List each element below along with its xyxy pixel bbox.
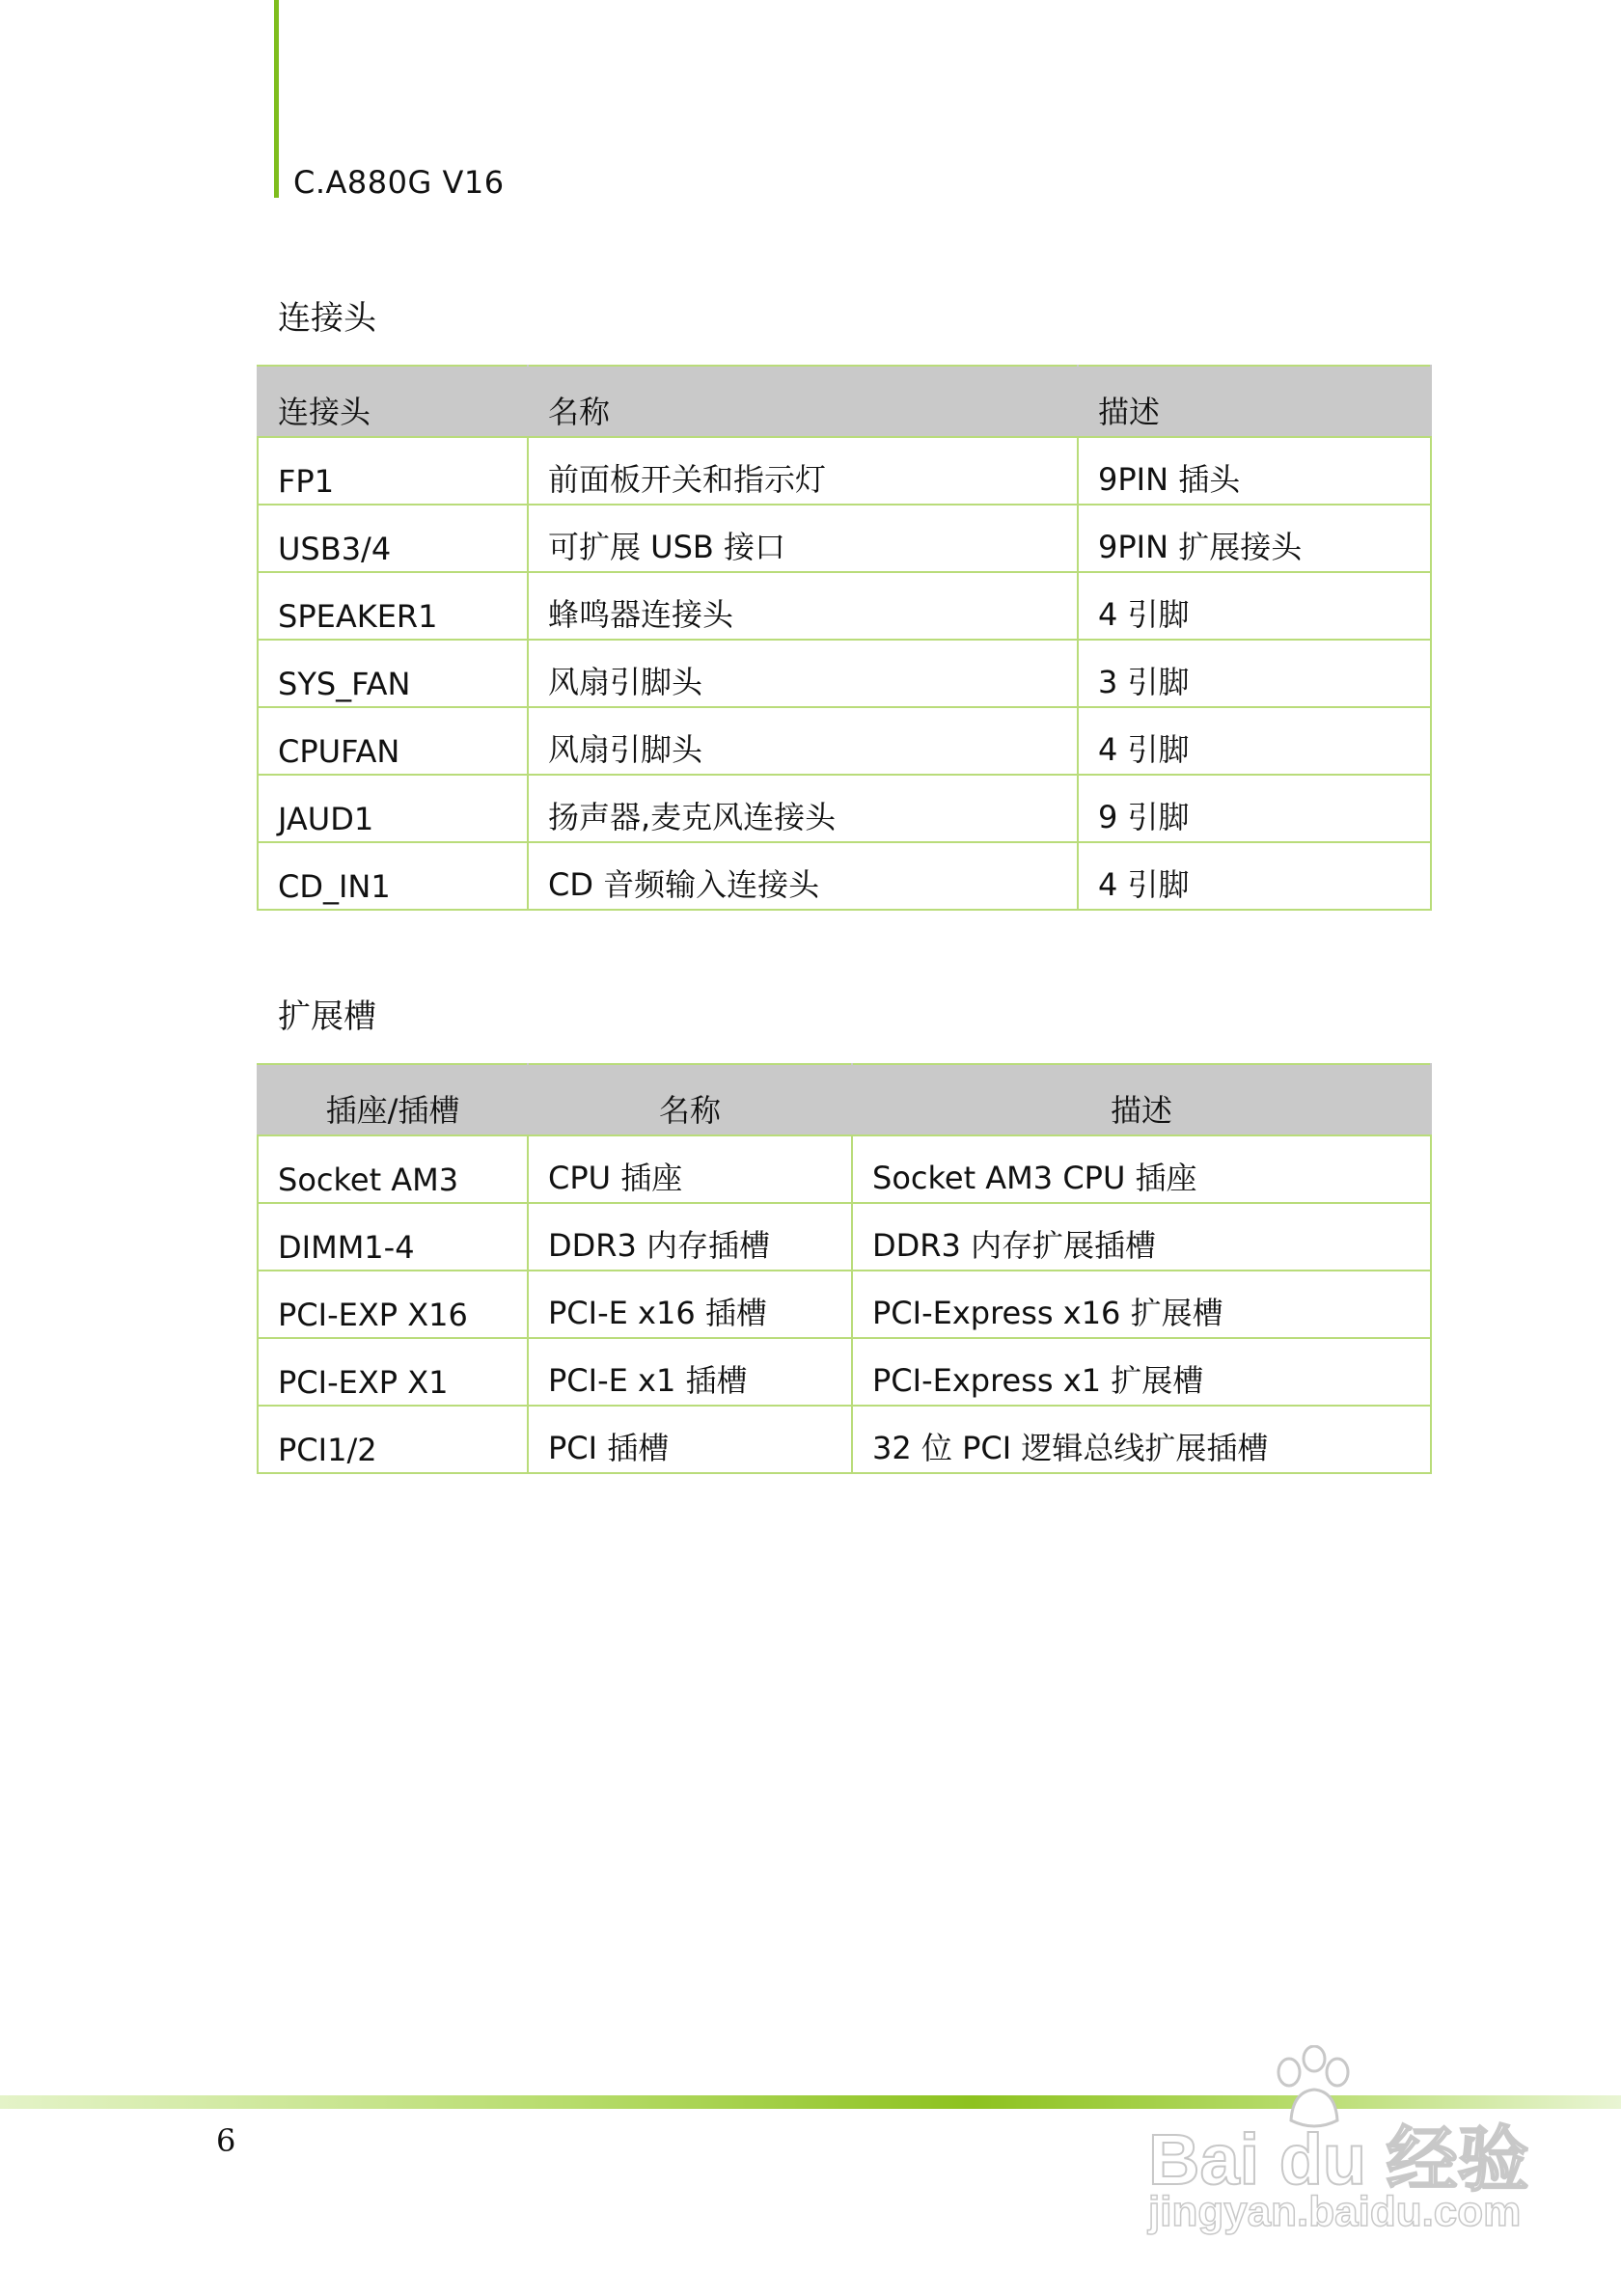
table-cell: 9 引脚 (1078, 775, 1431, 842)
table-cell: JAUD1 (258, 775, 528, 842)
slots-table (257, 1063, 1432, 1474)
table-cell: 9PIN 插头 (1078, 437, 1431, 505)
table-cell: PCI-EXP X16 (258, 1271, 528, 1338)
baidu-watermark (1148, 2045, 1534, 2238)
table-cell: CD 音频输入连接头 (528, 842, 1078, 910)
table-row (258, 842, 1431, 910)
column-header: 描述 (852, 1064, 1431, 1135)
table-row (258, 640, 1431, 707)
table-row (258, 572, 1431, 640)
table-row (258, 707, 1431, 775)
table-row (258, 1135, 1431, 1203)
table-cell: 风扇引脚头 (528, 640, 1078, 707)
table-cell: 4 引脚 (1078, 842, 1431, 910)
table-cell: PCI-E x16 插槽 (528, 1271, 852, 1338)
model-name: C.A880G V16 (293, 164, 505, 201)
table-cell: CPU 插座 (528, 1135, 852, 1203)
table-cell: 前面板开关和指示灯 (528, 437, 1078, 505)
connectors-table (257, 365, 1432, 911)
table-row (258, 775, 1431, 842)
table-cell: 3 引脚 (1078, 640, 1431, 707)
table-cell: 9PIN 扩展接头 (1078, 505, 1431, 572)
table-cell: 可扩展 USB 接口 (528, 505, 1078, 572)
table-cell: PCI-Express x1 扩展槽 (852, 1338, 1431, 1406)
column-header: 插座/插槽 (258, 1064, 528, 1135)
slots-section-title: 扩展槽 (278, 998, 376, 1036)
table-row (258, 1406, 1431, 1473)
connectors-table-header (258, 366, 1431, 437)
table-cell: CPUFAN (258, 707, 528, 775)
watermark-url: jingyan.baidu.com (1148, 2188, 1522, 2235)
table-cell: PCI-EXP X1 (258, 1338, 528, 1406)
table-cell: 蜂鸣器连接头 (528, 572, 1078, 640)
table-cell: FP1 (258, 437, 528, 505)
table-cell: SYS_FAN (258, 640, 528, 707)
table-row (258, 505, 1431, 572)
table-cell: 4 引脚 (1078, 707, 1431, 775)
table-cell: CD_IN1 (258, 842, 528, 910)
table-cell: DDR3 内存扩展插槽 (852, 1203, 1431, 1271)
table-row (258, 1338, 1431, 1406)
table-cell: 4 引脚 (1078, 572, 1431, 640)
table-cell: USB3/4 (258, 505, 528, 572)
table-cell: DIMM1-4 (258, 1203, 528, 1271)
table-cell: SPEAKER1 (258, 572, 528, 640)
column-header: 描述 (1078, 366, 1431, 437)
table-cell: PCI-E x1 插槽 (528, 1338, 852, 1406)
column-header: 连接头 (258, 366, 528, 437)
table-row (258, 437, 1431, 505)
column-header: 名称 (528, 1064, 852, 1135)
page-number: 6 (216, 2122, 236, 2159)
table-row (258, 1203, 1431, 1271)
connectors-section-title: 连接头 (278, 299, 376, 338)
table-row (258, 1271, 1431, 1338)
table-cell: Socket AM3 CPU 插座 (852, 1135, 1431, 1203)
header-accent-line (274, 0, 279, 198)
table-cell: DDR3 内存插槽 (528, 1203, 852, 1271)
table-cell: PCI 插槽 (528, 1406, 852, 1473)
table-cell: 32 位 PCI 逻辑总线扩展插槽 (852, 1406, 1431, 1473)
table-cell: PCI1/2 (258, 1406, 528, 1473)
table-cell: PCI-Express x16 扩展槽 (852, 1271, 1431, 1338)
table-cell: 风扇引脚头 (528, 707, 1078, 775)
watermark-brand: Bai du 经验 (1148, 2119, 1529, 2200)
slots-table-header (258, 1064, 1431, 1135)
table-cell: Socket AM3 (258, 1135, 528, 1203)
column-header: 名称 (528, 366, 1078, 437)
table-cell: 扬声器,麦克风连接头 (528, 775, 1078, 842)
